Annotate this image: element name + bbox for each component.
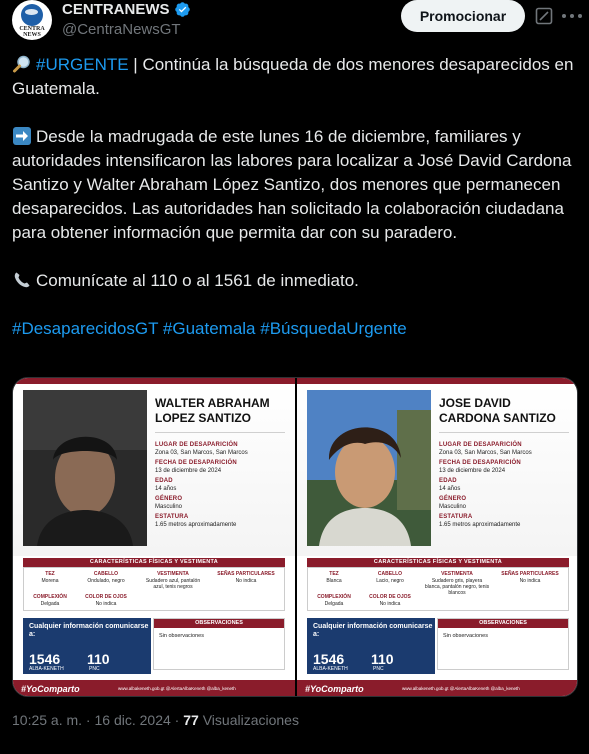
meta-separator: · xyxy=(82,712,95,728)
field-label: LUGAR DE DESAPARICIÓN xyxy=(439,442,522,448)
observations-text: Sin observaciones xyxy=(159,633,204,639)
contact-label-pnc: PNC xyxy=(89,666,100,672)
person-details xyxy=(155,441,290,531)
field-label: GÉNERO xyxy=(439,496,467,502)
cell-value: No indica xyxy=(379,601,401,607)
media-grid[interactable] xyxy=(12,377,578,697)
field-label: ESTATURA xyxy=(439,514,473,520)
footer-links: www.albakeneth.gob.gt @AlertaAlbaKeneth @alba_keneth xyxy=(118,686,236,691)
footer-hashtag: #YoComparto xyxy=(305,684,364,694)
field-value: 13 de diciembre de 2024 xyxy=(439,468,506,474)
field-label: FECHA DE DESAPARICIÓN xyxy=(155,460,237,466)
field-value: 1.65 metros aproximadamente xyxy=(439,522,521,528)
hashtag-link[interactable]: #Guatemala xyxy=(162,319,256,338)
name-line-2: CARDONA SANTIZO xyxy=(439,411,556,425)
field-label: LUGAR DE DESAPARICIÓN xyxy=(155,442,238,448)
name-line-1: WALTER ABRAHAM xyxy=(155,396,270,410)
missing-person-photo xyxy=(307,390,431,546)
cell-label: TEZ xyxy=(45,571,55,577)
hashtag-link[interactable]: #BúsquedaUrgente xyxy=(260,319,407,338)
cell-label: CABELLO xyxy=(93,571,119,577)
name-line-1: JOSE DAVID xyxy=(439,396,511,410)
field-value: 13 de diciembre de 2024 xyxy=(155,468,222,474)
contact-number-pnc: 110 xyxy=(87,651,110,667)
footer-hashtag: #YoComparto xyxy=(21,684,80,694)
observations-box xyxy=(437,618,569,670)
field-value: Masculino xyxy=(155,504,183,510)
field-value: Zona 03, San Marcos, San Marcos xyxy=(439,450,532,456)
characteristics-title: CARACTERÍSTICAS FÍSICAS Y VESTIMENTA xyxy=(307,558,569,567)
field-value: 1.65 metros aproximadamente xyxy=(155,522,237,528)
cell-value: Delgada xyxy=(40,601,60,607)
cell-label: COLOR DE OJOS xyxy=(369,594,411,600)
poster-footer xyxy=(13,680,295,697)
verified-badge-icon xyxy=(174,1,191,18)
logo-text: CENTRA NEWS xyxy=(19,26,45,38)
poster-footer xyxy=(297,680,578,697)
cell-value: No indica xyxy=(95,601,117,607)
account-handle[interactable]: @CentraNewsGT xyxy=(62,21,181,38)
contact-box xyxy=(23,618,151,674)
tweet-metadata xyxy=(12,712,299,728)
cell-value: No indica xyxy=(235,578,257,584)
field-label: EDAD xyxy=(439,478,457,484)
observations-box xyxy=(153,618,285,670)
tweet-paragraph-2 xyxy=(12,125,578,245)
contact-title: Cualquier información comunicarse a: xyxy=(313,623,433,638)
person-name xyxy=(439,396,574,426)
globe-icon xyxy=(21,4,43,26)
cell-label: VESTIMENTA xyxy=(441,571,473,577)
more-icon[interactable] xyxy=(562,7,582,25)
missing-person-photo xyxy=(23,390,147,546)
cell-label: SEÑAS PARTICULARES xyxy=(217,571,275,577)
cell-label: COLOR DE OJOS xyxy=(85,594,127,600)
field-label: ESTATURA xyxy=(155,514,189,520)
magnifier-icon xyxy=(12,54,32,74)
cell-value: No indica xyxy=(519,578,541,584)
contact-number-alba: 1546 xyxy=(29,651,61,667)
cell-label: VESTIMENTA xyxy=(157,571,189,577)
contact-number-alba: 1546 xyxy=(313,651,345,667)
tweet-date[interactable]: 16 dic. 2024 xyxy=(94,712,171,728)
missing-poster-walter[interactable] xyxy=(13,378,295,697)
tweet-paragraph-3 xyxy=(12,269,578,293)
cell-label: COMPLEXIÓN xyxy=(317,594,351,600)
tweet-paragraph-1 xyxy=(12,53,578,101)
person-photo-walter xyxy=(23,390,147,546)
line1-text: | Continúa la búsqueda de dos menores desaparecidos en Guatemala. xyxy=(12,55,574,98)
field-value: Masculino xyxy=(439,504,467,510)
characteristics-grid xyxy=(307,567,569,611)
characteristics-grid xyxy=(23,567,285,611)
cell-label: COMPLEXIÓN xyxy=(33,594,67,600)
field-value: 14 años xyxy=(155,486,177,492)
characteristics-title: CARACTERÍSTICAS FÍSICAS Y VESTIMENTA xyxy=(23,558,285,567)
para2-text: Desde la madrugada de este lunes 16 de diciembre, familiares y autoridades intensificaron las labores para localizar a José David Cardona Santizo y Walter Abraham López Santizo, dos menores que permanecen desaparecidos. Las autoridades han solicitado la colaboración ciudadana para obtener información que permita dar con su paradero. xyxy=(12,127,572,242)
observations-title: OBSERVACIONES xyxy=(154,619,284,628)
cell-label: SEÑAS PARTICULARES xyxy=(501,571,559,577)
promote-button[interactable]: Promocionar xyxy=(401,0,525,32)
field-value: 14 años xyxy=(439,486,461,492)
cell-label: TEZ xyxy=(329,571,339,577)
cell-value: Delgada xyxy=(324,601,344,607)
cell-label: CABELLO xyxy=(377,571,403,577)
missing-poster-jose[interactable] xyxy=(297,378,578,697)
observations-title: OBSERVACIONES xyxy=(438,619,568,628)
poster-top-bar xyxy=(13,378,295,384)
cell-value: Ondulado, negro xyxy=(87,578,125,584)
account-name[interactable]: CENTRANEWS xyxy=(62,1,170,18)
contact-label-alba: ALBA-KENETH xyxy=(29,666,64,672)
contact-box xyxy=(307,618,435,674)
person-name xyxy=(155,396,290,426)
field-value: Zona 03, San Marcos, San Marcos xyxy=(155,450,248,456)
cell-value: Sudadero azul, pantalón azul, tenis negros xyxy=(145,578,201,590)
hashtag-list xyxy=(12,317,578,341)
observations-text: Sin observaciones xyxy=(443,633,488,639)
cell-value: Blanca xyxy=(326,578,342,584)
hashtag-urgente[interactable]: #URGENTE xyxy=(36,55,129,74)
views-label: Visualizaciones xyxy=(198,712,299,728)
right-arrow-icon xyxy=(12,126,32,146)
tweet-text xyxy=(12,53,578,341)
divider xyxy=(155,432,285,433)
footer-links: www.albakeneth.gob.gt @AlertaAlbaKeneth @alba_keneth xyxy=(402,686,520,691)
para3-text: Comunícate al 110 o al 1561 de inmediato. xyxy=(36,271,359,290)
field-label: GÉNERO xyxy=(155,496,183,502)
hashtag-link[interactable]: #DesaparecidosGT xyxy=(12,319,159,338)
contact-title: Cualquier información comunicarse a: xyxy=(29,623,149,638)
field-label: EDAD xyxy=(155,478,173,484)
name-line-2: LOPEZ SANTIZO xyxy=(155,411,251,425)
cell-value: Sudadero gris, playera blanca, pantalón negro, tenis blancos xyxy=(424,578,490,596)
person-details xyxy=(439,441,574,531)
avatar[interactable] xyxy=(12,0,52,40)
meta-separator: · xyxy=(170,712,184,728)
contact-label-pnc: PNC xyxy=(373,666,384,672)
tweet-header xyxy=(10,0,580,46)
cell-value: Morena xyxy=(41,578,59,584)
telephone-icon xyxy=(12,270,32,290)
poster-top-bar xyxy=(297,378,578,384)
account-name-row[interactable] xyxy=(62,1,191,18)
divider xyxy=(439,432,569,433)
grok-icon[interactable] xyxy=(535,7,553,25)
contact-label-alba: ALBA-KENETH xyxy=(313,666,348,672)
cell-value: Lacio, negro xyxy=(376,578,404,584)
contact-number-pnc: 110 xyxy=(371,651,394,667)
person-photo-jose xyxy=(307,390,431,546)
field-label: FECHA DE DESAPARICIÓN xyxy=(439,460,521,466)
tweet-time[interactable]: 10:25 a. m. xyxy=(12,712,83,728)
view-count: 77 xyxy=(183,712,199,728)
